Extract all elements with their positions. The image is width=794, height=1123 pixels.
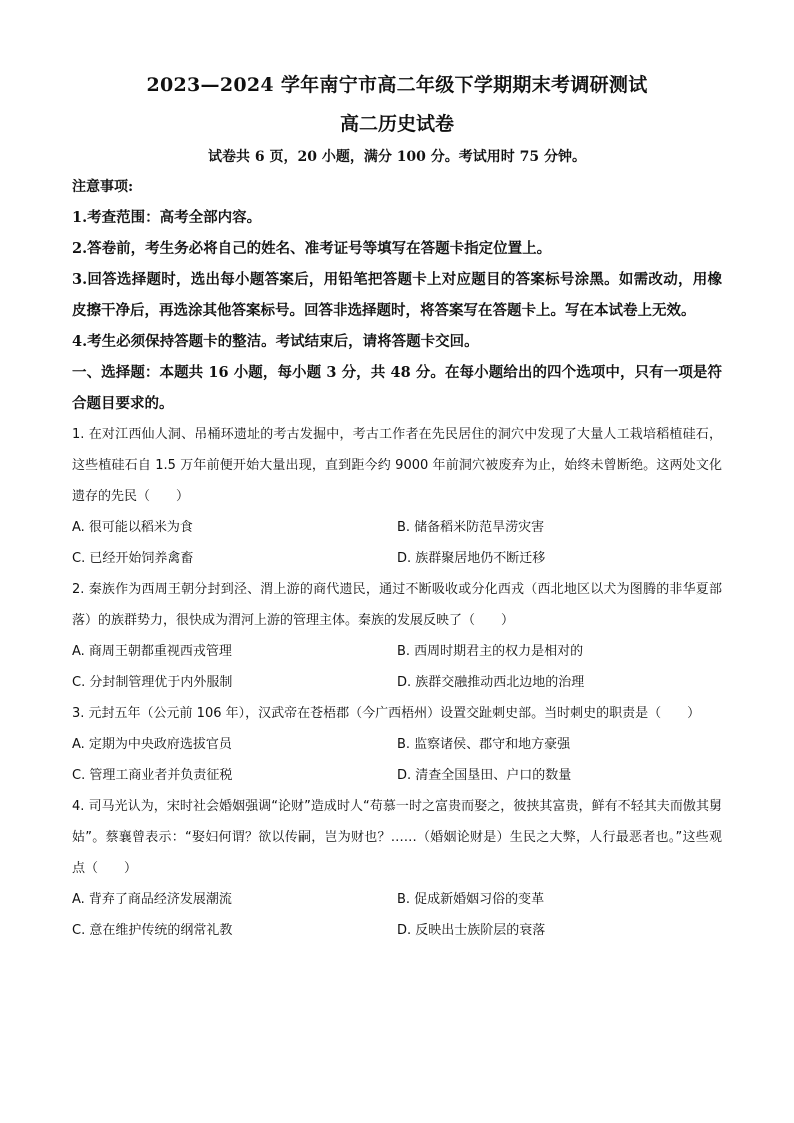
question-2-option-c: C. 分封制管理优于内外服制: [72, 675, 233, 690]
notice-item-1: 1.考查范围：高考全部内容。: [72, 209, 262, 226]
notice-item-4: 4.考生必须保持答题卡的整洁。考试结束后，请将答题卡交回。: [72, 333, 479, 350]
question-3-options: [72, 729, 722, 791]
notice-item-3: 3.回答选择题时，选出每小题答案后，用铅笔把答题卡上对应题目的答案标号涂黑。如需改动，用橡皮擦干净后，再选涂其他答案标号。回答非选择题时，将答案写在答题卡上。写在本试卷上无效。: [72, 271, 722, 319]
question-3-option-a: A. 定期为中央政府选拔官员: [72, 737, 232, 752]
exam-title: 2023—2024 学年南宁市高二年级下学期期末考调研测试: [146, 74, 648, 96]
exam-info: 试卷共 6 页，20 小题，满分 100 分。考试用时 75 分钟。: [207, 149, 587, 165]
question-3-option-c: C. 管理工商业者并负责征税: [72, 768, 233, 783]
question-1-stem: 1. 在对江西仙人洞、吊桶环遗址的考古发掘中，考古工作者在先民居住的洞穴中发现了大量人工栽培稻植硅石，这些植硅石自 1.5 万年前便开始大量出现，直到距今约 9000 年前洞穴被废弃为止，始终未曾断绝。这两处文化遗存的先民（ ）: [72, 427, 722, 504]
question-1-option-c: C. 已经开始饲养禽畜: [72, 551, 194, 566]
question-4-stem: 4. 司马光认为，宋时社会婚姻强调“论财”造成时人“苟慕一时之富贵而娶之，彼挟其富贵，鲜有不轻其夫而傲其舅姑”。蔡襄曾表示：“娶妇何谓？欲以传嗣，岂为财也？……（婚姻论财是）生民之大弊，人行最恶者也。”这些观点（ ）: [72, 799, 722, 876]
question-1-option-b: B. 储备稻米防范旱涝灾害: [397, 520, 545, 535]
question-4-option-d: D. 反映出士族阶层的衰落: [397, 923, 546, 938]
question-2-options: [72, 636, 722, 698]
exam-page: [72, 68, 722, 946]
notice-item-2: 2.答卷前，考生务必将自己的姓名、准考证号等填写在答题卡指定位置上。: [72, 240, 552, 257]
question-1-options: [72, 512, 722, 574]
question-3-option-d: D. 清查全国垦田、户口的数量: [397, 768, 572, 783]
question-3-option-b: B. 监察诸侯、郡守和地方豪强: [397, 737, 571, 752]
question-4-options: [72, 884, 722, 946]
notice-heading: 注意事项:: [72, 179, 134, 195]
section-heading: 一、选择题：本题共 16 小题，每小题 3 分，共 48 分。在每小题给出的四个选项中，只有一项是符合题目要求的。: [72, 364, 722, 412]
question-4-option-c: C. 意在维护传统的纲常礼教: [72, 923, 233, 938]
question-2-option-b: B. 西周时期君主的权力是相对的: [397, 644, 584, 659]
question-4-option-a: A. 背弃了商品经济发展潮流: [72, 892, 232, 907]
question-2-option-d: D. 族群交融推动西北边地的治理: [397, 675, 585, 690]
question-4-option-b: B. 促成新婚姻习俗的变革: [397, 892, 545, 907]
question-2-option-a: A. 商周王朝都重视西戎管理: [72, 644, 232, 659]
exam-subtitle: 高二历史试卷: [339, 113, 454, 135]
question-1-option-d: D. 族群聚居地仍不断迁移: [397, 551, 546, 566]
question-3-stem: 3. 元封五年（公元前 106 年），汉武帝在苍梧郡（今广西梧州）设置交趾刺史部。当时刺史的职责是（ ）: [72, 706, 701, 721]
question-2-stem: 2. 秦族作为西周王朝分封到泾、渭上游的商代遗民，通过不断吸收或分化西戎（西北地区以犬为图腾的非华夏部落）的族群势力，很快成为渭河上游的管理主体。秦族的发展反映了（ ）: [72, 582, 722, 628]
question-1-option-a: A. 很可能以稻米为食: [72, 520, 193, 535]
